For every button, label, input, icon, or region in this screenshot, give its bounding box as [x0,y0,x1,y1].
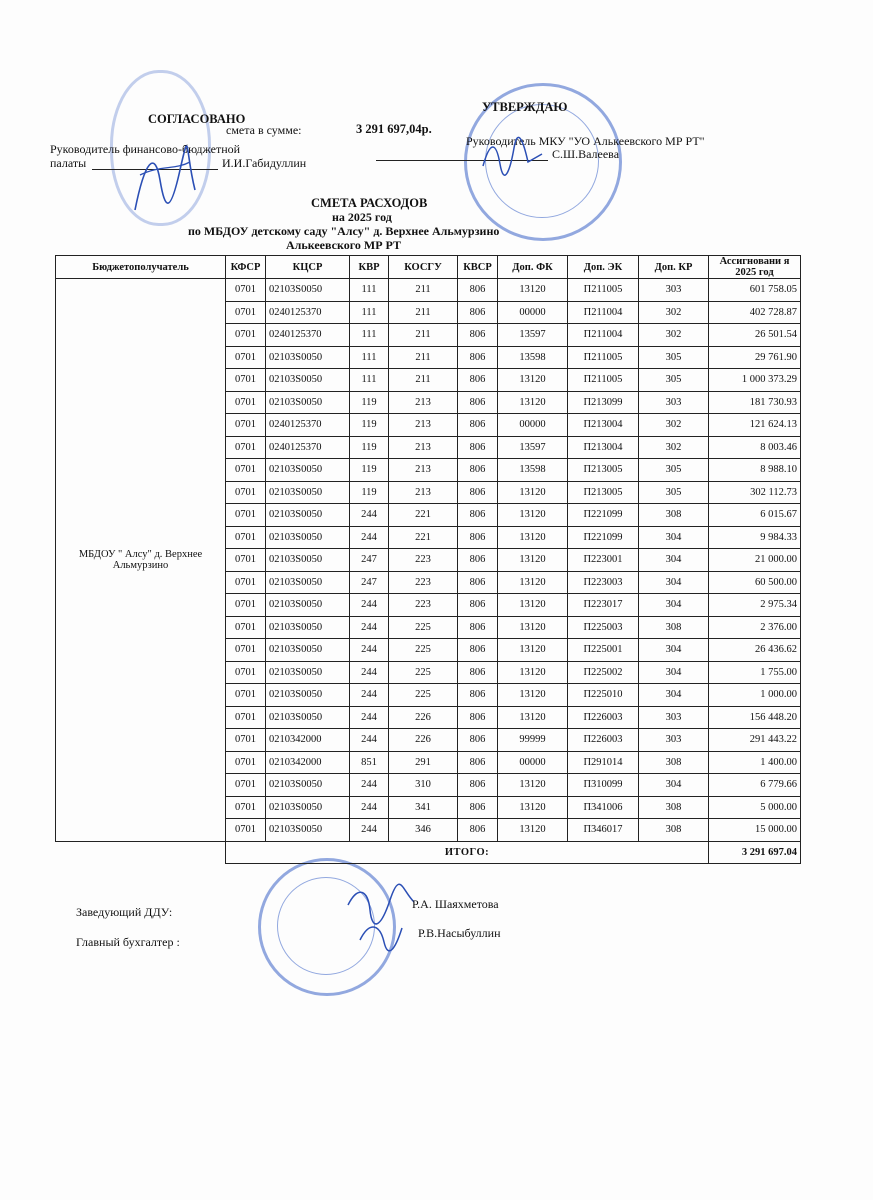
cell-kosgu: 310 [389,774,458,797]
cell-kcsr: 02103S0050 [266,796,350,819]
amount-label: смета в сумме: [226,123,302,137]
cell-dop-ek: П223017 [568,594,639,617]
cell-dop-ek: П225002 [568,661,639,684]
cell-kosgu: 225 [389,639,458,662]
cell-kvr: 111 [350,279,389,302]
cell-dop-ek: П225010 [568,684,639,707]
cell-kcsr: 02103S0050 [266,346,350,369]
cell-kosgu: 225 [389,684,458,707]
cell-kcsr: 02103S0050 [266,459,350,482]
cell-allocation: 6 015.67 [709,504,801,527]
cell-kosgu: 211 [389,301,458,324]
cell-kfsr: 0701 [226,301,266,324]
cell-dop-kr: 304 [639,661,709,684]
cell-kcsr: 02103S0050 [266,526,350,549]
cell-kfsr: 0701 [226,571,266,594]
cell-dop-fk: 13598 [498,459,568,482]
cell-kosgu: 211 [389,279,458,302]
cell-kfsr: 0701 [226,549,266,572]
cell-kfsr: 0701 [226,369,266,392]
cell-dop-fk: 13120 [498,279,568,302]
cell-kvr: 119 [350,481,389,504]
cell-dop-kr: 304 [639,774,709,797]
doc-title: СМЕТА РАСХОДОВ [311,196,428,210]
cell-dop-ek: П213005 [568,481,639,504]
cell-dop-kr: 304 [639,594,709,617]
cell-kfsr: 0701 [226,526,266,549]
cell-kvsr: 806 [458,504,498,527]
cell-dop-ek: П225001 [568,639,639,662]
cell-kvsr: 806 [458,279,498,302]
cell-kvr: 244 [350,661,389,684]
signature-head [340,880,420,960]
cell-allocation: 9 984.33 [709,526,801,549]
cell-kvr: 244 [350,796,389,819]
cell-kvr: 111 [350,301,389,324]
cell-kosgu: 291 [389,751,458,774]
cell-kvr: 244 [350,774,389,797]
cell-kvr: 244 [350,706,389,729]
cell-kosgu: 223 [389,549,458,572]
cell-kfsr: 0701 [226,279,266,302]
cell-kfsr: 0701 [226,459,266,482]
cell-dop-fk: 13598 [498,346,568,369]
cell-dop-fk: 13120 [498,504,568,527]
cell-kvsr: 806 [458,526,498,549]
cell-kvsr: 806 [458,729,498,752]
cell-allocation: 6 779.66 [709,774,801,797]
cell-allocation: 26 436.62 [709,639,801,662]
cell-kcsr: 02103S0050 [266,819,350,842]
cell-dop-fk: 13120 [498,481,568,504]
cell-kcsr: 02103S0050 [266,774,350,797]
cell-kvsr: 806 [458,391,498,414]
cell-kfsr: 0701 [226,594,266,617]
cell-kosgu: 211 [389,369,458,392]
cell-dop-ek: П211005 [568,279,639,302]
cell-dop-kr: 304 [639,526,709,549]
cell-dop-fk: 13120 [498,774,568,797]
cell-kvsr: 806 [458,436,498,459]
cell-allocation: 29 761.90 [709,346,801,369]
agreed-position-line1: Руководитель финансово-бюджетной [50,142,241,156]
cell-kcsr: 02103S0050 [266,616,350,639]
cell-kvr: 244 [350,639,389,662]
cell-dop-fk: 13120 [498,819,568,842]
cell-dop-fk: 13120 [498,661,568,684]
agreed-position-line2: палаты [50,156,87,170]
cell-dop-fk: 13120 [498,796,568,819]
cell-kfsr: 0701 [226,639,266,662]
table-header-row [56,256,801,279]
cell-kcsr: 02103S0050 [266,684,350,707]
cell-kfsr: 0701 [226,706,266,729]
cell-kvr: 244 [350,729,389,752]
cell-allocation: 302 112.73 [709,481,801,504]
cell-allocation: 8 988.10 [709,459,801,482]
col-header-kcsr: КЦСР [266,256,350,279]
cell-dop-kr: 308 [639,504,709,527]
cell-dop-ek: П346017 [568,819,639,842]
cell-kvsr: 806 [458,346,498,369]
cell-kosgu: 226 [389,706,458,729]
cell-dop-fk: 99999 [498,729,568,752]
cell-kcsr: 0240125370 [266,301,350,324]
approve-title: УТВЕРЖДАЮ [482,100,568,114]
cell-dop-kr: 308 [639,751,709,774]
cell-kosgu: 225 [389,661,458,684]
cell-kvr: 111 [350,369,389,392]
cell-kvr: 119 [350,414,389,437]
cell-kvsr: 806 [458,324,498,347]
cell-dop-kr: 304 [639,571,709,594]
cell-kvsr: 806 [458,459,498,482]
cell-dop-ek: П213005 [568,459,639,482]
cell-kcsr: 02103S0050 [266,391,350,414]
signature-finance [125,140,205,220]
cell-allocation: 121 624.13 [709,414,801,437]
cell-dop-ek: П226003 [568,706,639,729]
cell-kvsr: 806 [458,639,498,662]
cell-kvr: 111 [350,324,389,347]
cell-dop-kr: 304 [639,639,709,662]
accountant-label: Главный бухгалтер : [76,935,180,949]
cell-kvsr: 806 [458,819,498,842]
cell-kvr: 111 [350,346,389,369]
cell-kcsr: 02103S0050 [266,481,350,504]
cell-dop-ek: П221099 [568,504,639,527]
approve-name: С.Ш.Валеева [552,147,620,161]
head-label: Заведующий ДДУ: [76,905,173,919]
cell-dop-ek: П211004 [568,301,639,324]
total-row [56,841,801,864]
cell-dop-kr: 302 [639,301,709,324]
cell-kosgu: 223 [389,571,458,594]
cell-dop-kr: 305 [639,459,709,482]
col-header-kvsr: КВСР [458,256,498,279]
cell-dop-ek: П213004 [568,414,639,437]
cell-dop-ek: П211004 [568,324,639,347]
cell-kfsr: 0701 [226,481,266,504]
col-header-dop-fk: Доп. ФК [498,256,568,279]
cell-kvsr: 806 [458,661,498,684]
cell-kcsr: 0240125370 [266,436,350,459]
cell-kvsr: 806 [458,616,498,639]
cell-kosgu: 213 [389,391,458,414]
cell-dop-fk: 13120 [498,684,568,707]
cell-kosgu: 213 [389,459,458,482]
cell-allocation: 1 000.00 [709,684,801,707]
approve-position: Руководитель МКУ "УО Алькеевского МР РТ" [466,134,705,148]
cell-kosgu: 213 [389,436,458,459]
cell-kcsr: 02103S0050 [266,594,350,617]
cell-kosgu: 341 [389,796,458,819]
col-header-kfsr: КФСР [226,256,266,279]
head-name: Р.А. Шаяхметова [412,897,499,911]
cell-kvsr: 806 [458,369,498,392]
cell-dop-kr: 308 [639,819,709,842]
cell-allocation: 402 728.87 [709,301,801,324]
estimate-table [55,255,801,864]
cell-kfsr: 0701 [226,391,266,414]
cell-allocation: 2 975.34 [709,594,801,617]
cell-kvr: 119 [350,436,389,459]
cell-kvsr: 806 [458,301,498,324]
cell-kcsr: 0210342000 [266,729,350,752]
cell-kvsr: 806 [458,594,498,617]
cell-dop-kr: 303 [639,706,709,729]
cell-dop-ek: П226003 [568,729,639,752]
cell-kvr: 119 [350,391,389,414]
cell-dop-ek: П223001 [568,549,639,572]
cell-dop-fk: 13120 [498,616,568,639]
cell-kvsr: 806 [458,481,498,504]
cell-allocation: 15 000.00 [709,819,801,842]
cell-dop-ek: П310099 [568,774,639,797]
amount-value: 3 291 697,04р. [356,122,432,136]
cell-kvsr: 806 [458,549,498,572]
cell-allocation: 1 755.00 [709,661,801,684]
cell-allocation: 2 376.00 [709,616,801,639]
cell-kvr: 244 [350,819,389,842]
cell-kvsr: 806 [458,796,498,819]
cell-dop-fk: 13120 [498,706,568,729]
cell-kosgu: 223 [389,594,458,617]
cell-kosgu: 221 [389,526,458,549]
cell-kvr: 119 [350,459,389,482]
cell-dop-kr: 304 [639,549,709,572]
cell-kcsr: 02103S0050 [266,369,350,392]
cell-kosgu: 211 [389,346,458,369]
cell-kosgu: 211 [389,324,458,347]
cell-dop-kr: 304 [639,684,709,707]
cell-kosgu: 226 [389,729,458,752]
cell-dop-kr: 305 [639,346,709,369]
cell-dop-kr: 302 [639,436,709,459]
cell-dop-fk: 00000 [498,301,568,324]
accountant-name: Р.В.Насыбуллин [418,926,501,940]
cell-dop-kr: 302 [639,324,709,347]
cell-allocation: 291 443.22 [709,729,801,752]
cell-kcsr: 02103S0050 [266,661,350,684]
cell-dop-ek: П213004 [568,436,639,459]
cell-kcsr: 0240125370 [266,324,350,347]
doc-year: на 2025 год [332,210,392,224]
cell-dop-fk: 13120 [498,594,568,617]
table-row [56,279,801,302]
agreed-name: И.И.Габидуллин [222,156,307,170]
cell-kfsr: 0701 [226,774,266,797]
cell-kosgu: 221 [389,504,458,527]
cell-dop-kr: 303 [639,279,709,302]
cell-kvr: 247 [350,549,389,572]
cell-kcsr: 0210342000 [266,751,350,774]
cell-dop-fk: 13120 [498,369,568,392]
cell-kosgu: 225 [389,616,458,639]
cell-kvr: 244 [350,504,389,527]
cell-dop-kr: 308 [639,796,709,819]
cell-kcsr: 02103S0050 [266,706,350,729]
col-header-dop-kr: Доп. КР [639,256,709,279]
cell-kvr: 244 [350,616,389,639]
signature-approve [478,136,548,176]
cell-allocation: 1 000 373.29 [709,369,801,392]
cell-kfsr: 0701 [226,729,266,752]
col-header-dop-ek: Доп. ЭК [568,256,639,279]
cell-dop-kr: 308 [639,616,709,639]
cell-allocation: 156 448.20 [709,706,801,729]
cell-allocation: 5 000.00 [709,796,801,819]
cell-dop-fk: 13120 [498,391,568,414]
cell-kvr: 244 [350,684,389,707]
col-header-kvr: КВР [350,256,389,279]
cell-dop-fk: 13120 [498,571,568,594]
cell-kfsr: 0701 [226,504,266,527]
col-header-recipient: Бюджетополучатель [56,256,226,279]
cell-kvr: 244 [350,594,389,617]
cell-kvsr: 806 [458,751,498,774]
total-label: ИТОГО: [226,841,709,864]
cell-dop-fk: 13120 [498,639,568,662]
cell-kvsr: 806 [458,774,498,797]
cell-dop-fk: 13597 [498,324,568,347]
cell-kfsr: 0701 [226,436,266,459]
cell-kcsr: 02103S0050 [266,571,350,594]
cell-dop-kr: 305 [639,481,709,504]
cell-kcsr: 02103S0050 [266,504,350,527]
cell-kvsr: 806 [458,571,498,594]
doc-institution: по МБДОУ детскому саду "Алсу" д. Верхнее Альмурзино [188,224,500,238]
cell-dop-fk: 13120 [498,549,568,572]
cell-dop-kr: 302 [639,414,709,437]
cell-dop-ek: П211005 [568,369,639,392]
agreed-title: СОГЛАСОВАНО [148,112,246,126]
cell-kfsr: 0701 [226,819,266,842]
cell-kvsr: 806 [458,706,498,729]
cell-kfsr: 0701 [226,346,266,369]
cell-kcsr: 0240125370 [266,414,350,437]
cell-allocation: 60 500.00 [709,571,801,594]
cell-allocation: 8 003.46 [709,436,801,459]
cell-kvr: 247 [350,571,389,594]
recipient-cell: МБДОУ " Алсу" д. Верхнее Альмурзино [56,279,226,842]
cell-dop-fk: 13120 [498,526,568,549]
cell-kosgu: 213 [389,414,458,437]
col-header-allocation: Ассигновани я 2025 год [709,256,801,279]
total-value: 3 291 697.04 [709,841,801,864]
cell-allocation: 21 000.00 [709,549,801,572]
cell-dop-kr: 303 [639,729,709,752]
cell-kfsr: 0701 [226,751,266,774]
cell-kcsr: 02103S0050 [266,549,350,572]
cell-kvsr: 806 [458,414,498,437]
cell-allocation: 181 730.93 [709,391,801,414]
cell-kcsr: 02103S0050 [266,279,350,302]
cell-dop-fk: 13597 [498,436,568,459]
cell-dop-kr: 305 [639,369,709,392]
cell-kosgu: 213 [389,481,458,504]
cell-kosgu: 346 [389,819,458,842]
cell-kfsr: 0701 [226,616,266,639]
cell-kcsr: 02103S0050 [266,639,350,662]
cell-kvsr: 806 [458,684,498,707]
cell-kvr: 851 [350,751,389,774]
cell-dop-kr: 303 [639,391,709,414]
cell-kfsr: 0701 [226,661,266,684]
cell-allocation: 1 400.00 [709,751,801,774]
cell-kfsr: 0701 [226,684,266,707]
cell-dop-ek: П223003 [568,571,639,594]
cell-dop-ek: П291014 [568,751,639,774]
doc-district: Алькеевского МР РТ [286,238,402,252]
cell-dop-fk: 00000 [498,414,568,437]
cell-kfsr: 0701 [226,324,266,347]
cell-allocation: 601 758.05 [709,279,801,302]
cell-kfsr: 0701 [226,796,266,819]
cell-dop-ek: П213099 [568,391,639,414]
col-header-kosgu: КОСГУ [389,256,458,279]
cell-dop-ek: П211005 [568,346,639,369]
cell-dop-fk: 00000 [498,751,568,774]
cell-dop-ek: П341006 [568,796,639,819]
cell-allocation: 26 501.54 [709,324,801,347]
cell-dop-ek: П225003 [568,616,639,639]
cell-dop-ek: П221099 [568,526,639,549]
cell-kvr: 244 [350,526,389,549]
cell-kfsr: 0701 [226,414,266,437]
